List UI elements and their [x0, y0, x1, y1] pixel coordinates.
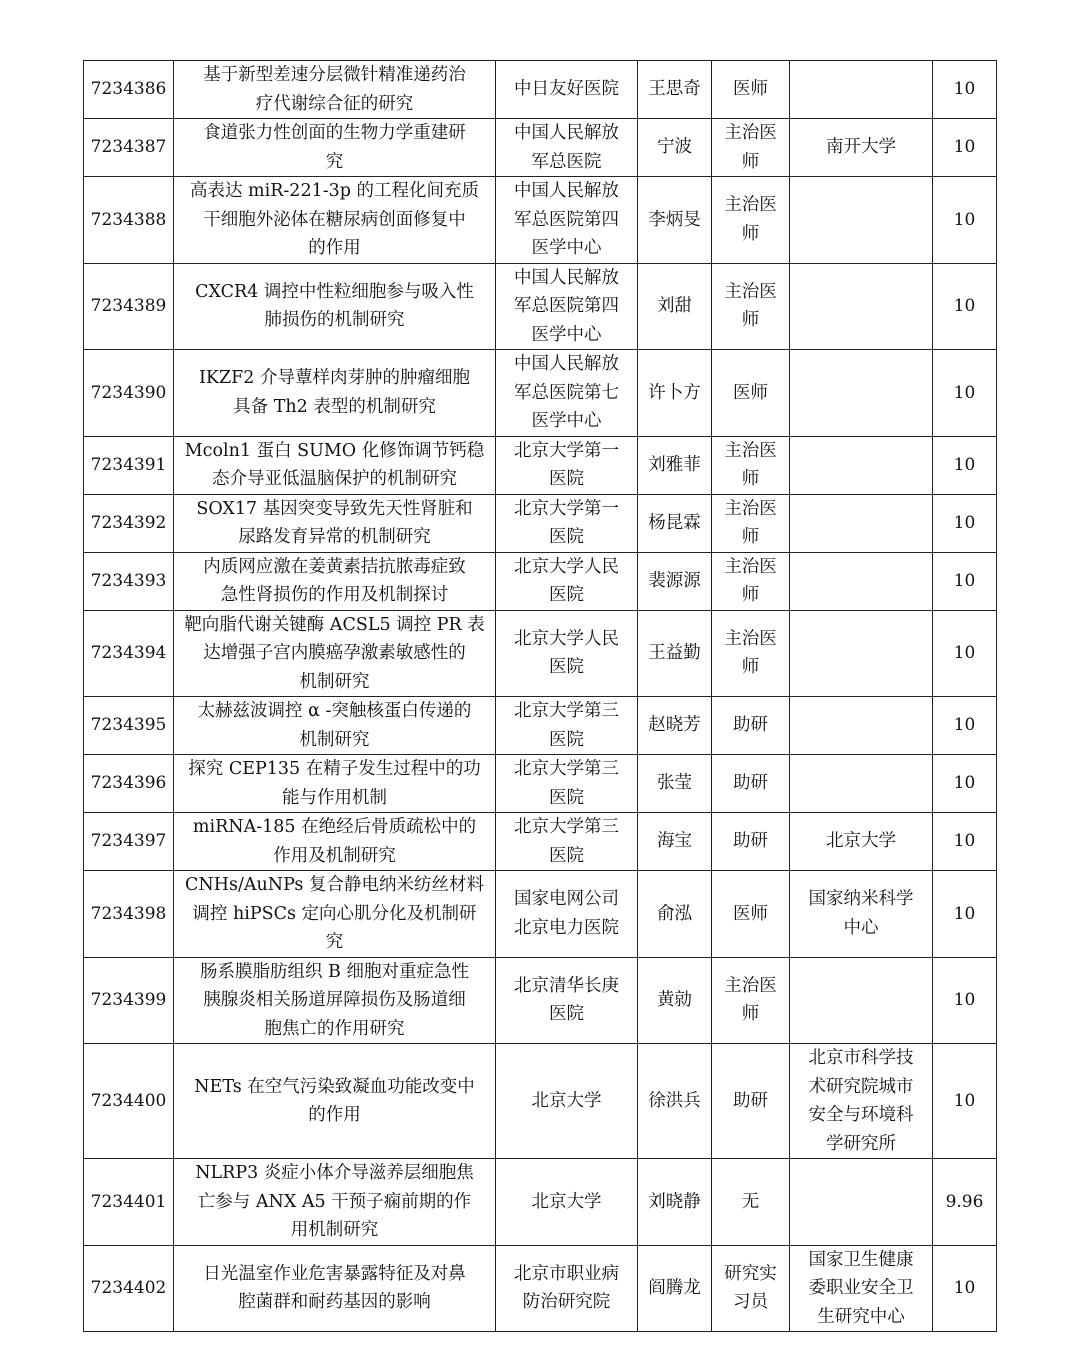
partner-cell	[790, 263, 933, 350]
funding-text: 10	[953, 296, 976, 316]
partner-line: 南开大学	[826, 137, 896, 158]
project-id-cell	[84, 61, 174, 119]
position-line: 师	[741, 585, 760, 605]
institution-line: 中日友好医院	[514, 79, 619, 100]
project-id-cell	[84, 1159, 174, 1246]
position-cell	[712, 1044, 790, 1159]
project-id-text: 7234398	[90, 903, 167, 924]
funding-cell	[933, 1245, 997, 1332]
funding-cell	[933, 177, 997, 264]
institution-line: 医学中心	[531, 411, 602, 431]
partner-cell	[790, 871, 933, 958]
applicant-name-cell	[638, 552, 712, 610]
institution-line: 医学中心	[531, 324, 602, 345]
table-row	[84, 61, 997, 119]
funding-text: 10	[953, 903, 976, 924]
applicant-name-cell	[638, 177, 712, 264]
applicant-name-text: 张莹	[657, 773, 692, 794]
project-title-cell	[174, 957, 496, 1044]
institution-line: 北京市职业病	[514, 1263, 619, 1284]
applicant-name-cell	[638, 755, 712, 813]
partner-line: 生研究中心	[817, 1306, 905, 1327]
table-row	[84, 1044, 997, 1159]
funding-cell	[933, 350, 997, 437]
project-title-line: 探究 CEP135 在精子发生过程中的功	[188, 759, 481, 779]
institution-cell	[496, 755, 638, 813]
funding-text: 10	[953, 209, 976, 230]
position-line: 助研	[733, 1090, 768, 1111]
institution-line: 北京大学第三	[514, 701, 619, 721]
project-title-line: 胰腺炎相关肠道屏障损伤及肠道细	[203, 990, 466, 1010]
funding-cell	[933, 119, 997, 177]
project-title-line: 高表达 miR-221-3p 的工程化间充质	[189, 181, 480, 201]
applicant-name-text: 王思奇	[648, 79, 701, 100]
applicant-name-text: 黄勍	[657, 990, 692, 1010]
position-cell	[712, 813, 790, 871]
project-id-text: 7234391	[90, 454, 167, 475]
institution-line: 北京大学第三	[514, 817, 619, 837]
institution-cell	[496, 552, 638, 610]
applicant-name-cell	[638, 813, 712, 871]
institution-line: 医院	[549, 845, 584, 866]
funding-cell	[933, 494, 997, 552]
position-line: 师	[741, 657, 760, 678]
institution-cell	[496, 1159, 638, 1246]
partner-cell	[790, 552, 933, 610]
funding-text: 10	[953, 715, 976, 736]
partner-cell	[790, 957, 933, 1044]
table-row	[84, 1159, 997, 1246]
position-line: 主治医	[724, 195, 777, 216]
table-row	[84, 119, 997, 177]
project-title-line: 究	[325, 151, 344, 172]
project-title-line: 的作用	[308, 1105, 361, 1125]
funding-text: 9.96	[945, 1191, 984, 1212]
funding-cell	[933, 755, 997, 813]
partner-line: 国家卫生健康	[808, 1249, 914, 1270]
project-id-cell	[84, 552, 174, 610]
project-id-cell	[84, 871, 174, 958]
table-row	[84, 436, 997, 494]
project-title-line: 用机制研究	[290, 1220, 379, 1240]
partner-line: 国家纳米科学	[808, 889, 914, 910]
table-row	[84, 494, 997, 552]
project-id-text: 7234393	[90, 570, 167, 591]
applicant-name-text: 杨昆霖	[648, 512, 701, 533]
institution-cell	[496, 813, 638, 871]
institution-line: 军总医院	[531, 151, 602, 172]
applicant-name-text: 徐洪兵	[648, 1090, 701, 1111]
position-line: 主治医	[724, 628, 777, 649]
project-title-line: CXCR4 调控中性粒细胞参与吸入性	[195, 281, 474, 302]
funding-text: 10	[953, 1278, 976, 1298]
project-title-line: 肺损伤的机制研究	[264, 310, 405, 331]
project-title-cell	[174, 350, 496, 437]
project-title-cell	[174, 755, 496, 813]
project-title-cell	[174, 1245, 496, 1332]
position-line: 习员	[733, 1292, 768, 1313]
project-title-line: 能与作用机制	[282, 787, 387, 808]
project-id-text: 7234386	[90, 79, 167, 100]
funding-cell	[933, 436, 997, 494]
funding-cell	[933, 1044, 997, 1159]
position-line: 助研	[733, 715, 768, 736]
position-line: 无	[741, 1191, 760, 1212]
project-title-line: 尿路发育异常的机制研究	[238, 527, 431, 547]
institution-line: 北京大学第三	[514, 759, 619, 779]
position-line: 医师	[733, 79, 768, 100]
institution-line: 医院	[549, 469, 584, 489]
project-title-line: 疗代谢综合征的研究	[255, 93, 414, 114]
applicant-name-cell	[638, 119, 712, 177]
position-line: 医师	[733, 382, 768, 403]
project-title-line: 靶向脂代谢关键酶 ACSL5 调控 PR 表	[184, 614, 485, 635]
position-cell	[712, 755, 790, 813]
project-title-cell	[174, 697, 496, 755]
project-title-line: 食道张力性创面的生物力学重建研	[203, 123, 466, 143]
project-id-text: 7234395	[90, 715, 167, 736]
applicant-name-text: 赵晓芳	[648, 715, 701, 736]
project-title-line: miRNA-185 在绝经后骨质疏松中的	[192, 817, 477, 837]
project-id-cell	[84, 813, 174, 871]
institution-line: 医院	[549, 729, 584, 750]
partner-cell	[790, 1044, 933, 1159]
position-line: 助研	[733, 773, 768, 794]
institution-line: 北京电力医院	[514, 917, 619, 938]
position-cell	[712, 552, 790, 610]
project-title-line: NLRP3 炎症小体介导滋养层细胞焦	[195, 1163, 474, 1183]
institution-line: 北京大学	[531, 1191, 602, 1212]
partner-cell	[790, 1159, 933, 1246]
project-title-line: 胞焦亡的作用研究	[264, 1018, 405, 1039]
position-line: 师	[741, 151, 760, 172]
institution-line: 防治研究院	[522, 1292, 611, 1313]
institution-cell	[496, 697, 638, 755]
project-title-cell	[174, 1159, 496, 1246]
institution-line: 军总医院第四	[514, 209, 619, 230]
project-id-cell	[84, 494, 174, 552]
project-title-cell	[174, 552, 496, 610]
institution-cell	[496, 1044, 638, 1159]
institution-cell	[496, 871, 638, 958]
project-title-cell	[174, 610, 496, 697]
applicant-name-cell	[638, 957, 712, 1044]
project-title-line: 调控 hiPSCs 定向心肌分化及机制研	[192, 903, 477, 924]
applicant-name-text: 俞泓	[657, 903, 692, 924]
position-line: 师	[741, 469, 760, 489]
project-title-line: Mcoln1 蛋白 SUMO 化修饰调节钙稳	[184, 440, 485, 461]
partner-cell	[790, 610, 933, 697]
project-title-cell	[174, 871, 496, 958]
applicant-name-text: 海宝	[657, 831, 692, 852]
partner-cell	[790, 755, 933, 813]
partner-cell	[790, 350, 933, 437]
institution-line: 北京大学第一	[514, 440, 619, 461]
institution-line: 北京大学第一	[514, 498, 619, 519]
institution-cell	[496, 177, 638, 264]
applicant-name-cell	[638, 1159, 712, 1246]
applicant-name-text: 刘雅菲	[648, 454, 701, 475]
project-id-text: 7234390	[90, 382, 167, 403]
applicant-name-cell	[638, 494, 712, 552]
institution-cell	[496, 436, 638, 494]
project-id-text: 7234392	[90, 512, 167, 533]
institution-line: 北京大学人民	[514, 628, 619, 649]
partner-cell	[790, 494, 933, 552]
applicant-name-cell	[638, 436, 712, 494]
project-id-text: 7234388	[90, 209, 167, 230]
project-title-line: CNHs/AuNPs 复合静电纳米纺丝材料	[185, 875, 484, 895]
project-title-line: 肠系膜脂肪组织 B 细胞对重症急性	[200, 961, 469, 982]
funding-text: 10	[953, 137, 976, 158]
table-row	[84, 1245, 997, 1332]
applicant-name-cell	[638, 610, 712, 697]
project-title-cell	[174, 1044, 496, 1159]
project-table	[83, 60, 997, 1332]
project-title-line: 达增强子宫内膜癌孕激素敏感性的	[203, 643, 466, 663]
project-id-cell	[84, 755, 174, 813]
funding-cell	[933, 957, 997, 1044]
institution-line: 国家电网公司	[514, 889, 619, 910]
project-title-line: 态介导亚低温脑保护的机制研究	[212, 469, 457, 489]
funding-text: 10	[953, 570, 976, 591]
funding-cell	[933, 813, 997, 871]
position-line: 研究实	[724, 1263, 777, 1284]
partner-line: 安全与环境科	[808, 1105, 914, 1125]
applicant-name-cell	[638, 350, 712, 437]
project-title-line: 具备 Th2 表型的机制研究	[233, 396, 436, 417]
position-cell	[712, 436, 790, 494]
project-title-line: 内质网应激在姜黄素拮抗脓毒症致	[203, 556, 466, 577]
applicant-name-text: 阎腾龙	[648, 1278, 701, 1298]
table-row	[84, 552, 997, 610]
position-cell	[712, 61, 790, 119]
position-line: 医师	[733, 903, 768, 924]
project-title-line: 机制研究	[299, 671, 370, 692]
project-id-cell	[84, 350, 174, 437]
institution-cell	[496, 61, 638, 119]
table-row	[84, 263, 997, 350]
partner-line: 术研究院城市	[808, 1076, 914, 1097]
project-title-cell	[174, 436, 496, 494]
project-id-cell	[84, 697, 174, 755]
position-line: 主治医	[724, 281, 777, 302]
project-title-cell	[174, 813, 496, 871]
funding-text: 10	[953, 79, 976, 100]
applicant-name-text: 刘甜	[657, 296, 692, 316]
funding-cell	[933, 1159, 997, 1246]
institution-line: 中国人民解放	[514, 181, 619, 201]
project-id-cell	[84, 263, 174, 350]
project-title-line: 究	[325, 932, 344, 952]
institution-line: 军总医院第四	[514, 296, 619, 316]
project-id-text: 7234399	[90, 990, 167, 1010]
institution-cell	[496, 350, 638, 437]
project-title-line: SOX17 基因突变导致先天性肾脏和	[196, 498, 473, 519]
position-cell	[712, 177, 790, 264]
funding-cell	[933, 697, 997, 755]
project-title-line: NETs 在空气污染致凝血功能改变中	[194, 1076, 475, 1097]
project-title-line: 机制研究	[299, 729, 370, 750]
position-line: 师	[741, 310, 760, 331]
partner-cell	[790, 61, 933, 119]
project-title-line: 日光温室作业危害暴露特征及对鼻	[203, 1263, 466, 1284]
institution-cell	[496, 610, 638, 697]
project-id-cell	[84, 436, 174, 494]
project-title-line: 干细胞外泌体在糖尿病创面修复中	[203, 209, 466, 230]
partner-cell	[790, 1245, 933, 1332]
position-cell	[712, 350, 790, 437]
project-title-cell	[174, 494, 496, 552]
position-cell	[712, 957, 790, 1044]
project-title-line: IKZF2 介导蕈样肉芽肿的肿瘤细胞	[199, 368, 470, 389]
project-title-line: 作用及机制研究	[273, 845, 396, 866]
institution-line: 医院	[549, 1004, 584, 1025]
institution-line: 医院	[549, 585, 584, 605]
applicant-name-cell	[638, 1044, 712, 1159]
institution-cell	[496, 494, 638, 552]
applicant-name-cell	[638, 697, 712, 755]
institution-line: 医院	[549, 657, 584, 678]
project-title-line: 腔菌群和耐药基因的影响	[238, 1292, 431, 1313]
funding-text: 10	[953, 1090, 976, 1111]
funding-text: 10	[953, 643, 976, 663]
funding-text: 10	[953, 454, 976, 475]
position-line: 主治医	[724, 975, 777, 996]
position-cell	[712, 263, 790, 350]
table-row	[84, 957, 997, 1044]
position-line: 师	[741, 1004, 760, 1025]
position-cell	[712, 697, 790, 755]
applicant-name-cell	[638, 263, 712, 350]
applicant-name-cell	[638, 871, 712, 958]
funding-text: 10	[953, 831, 976, 852]
partner-line: 中心	[843, 917, 879, 938]
institution-line: 医院	[549, 527, 584, 547]
institution-cell	[496, 119, 638, 177]
partner-cell	[790, 436, 933, 494]
project-title-cell	[174, 263, 496, 350]
institution-cell	[496, 263, 638, 350]
position-line: 主治医	[724, 556, 777, 577]
project-id-cell	[84, 119, 174, 177]
project-id-text: 7234387	[90, 137, 167, 158]
funding-text: 10	[953, 512, 976, 533]
applicant-name-cell	[638, 61, 712, 119]
partner-cell	[790, 813, 933, 871]
position-line: 主治医	[724, 440, 777, 461]
project-title-cell	[174, 61, 496, 119]
institution-line: 医院	[549, 787, 584, 808]
project-id-text: 7234394	[90, 643, 167, 663]
position-line: 师	[741, 223, 760, 244]
applicant-name-text: 宁波	[657, 137, 692, 158]
table-row	[84, 610, 997, 697]
applicant-name-text: 李炳旻	[648, 209, 701, 230]
position-line: 主治医	[724, 123, 777, 143]
applicant-name-text: 刘晓静	[648, 1191, 701, 1212]
applicant-name-text: 许卜方	[648, 382, 701, 403]
table-row	[84, 871, 997, 958]
project-id-text: 7234402	[90, 1278, 167, 1298]
table-row	[84, 813, 997, 871]
funding-cell	[933, 871, 997, 958]
position-cell	[712, 610, 790, 697]
project-title-line: 基于新型差速分层微针精准递药治	[203, 65, 466, 85]
funding-text: 10	[953, 773, 976, 794]
project-id-text: 7234400	[90, 1090, 167, 1111]
project-title-line: 的作用	[308, 238, 361, 258]
institution-line: 中国人民解放	[514, 354, 619, 374]
funding-cell	[933, 61, 997, 119]
position-cell	[712, 871, 790, 958]
project-id-text: 7234389	[90, 296, 167, 316]
funding-cell	[933, 552, 997, 610]
project-title-cell	[174, 119, 496, 177]
institution-line: 北京大学	[531, 1090, 602, 1111]
project-title-line: 急性肾损伤的作用及机制探讨	[220, 585, 449, 605]
project-title-line: 亡参与 ANX A5 干预子痫前期的作	[197, 1191, 472, 1212]
position-cell	[712, 119, 790, 177]
project-title-cell	[174, 177, 496, 264]
partner-line: 北京市科学技	[808, 1048, 914, 1068]
table-row	[84, 755, 997, 813]
applicant-name-cell	[638, 1245, 712, 1332]
project-id-cell	[84, 610, 174, 697]
project-id-text: 7234396	[90, 773, 167, 794]
position-cell	[712, 1159, 790, 1246]
partner-cell	[790, 119, 933, 177]
institution-line: 北京清华长庚	[514, 975, 619, 996]
project-id-cell	[84, 957, 174, 1044]
project-id-text: 7234397	[90, 831, 167, 852]
funding-text: 10	[953, 382, 976, 403]
applicant-name-text: 裴源源	[648, 570, 701, 591]
funding-text: 10	[953, 990, 976, 1010]
partner-cell	[790, 177, 933, 264]
institution-line: 中国人民解放	[514, 267, 619, 288]
project-id-cell	[84, 1245, 174, 1332]
institution-cell	[496, 1245, 638, 1332]
partner-cell	[790, 697, 933, 755]
project-id-cell	[84, 1044, 174, 1159]
funding-cell	[933, 610, 997, 697]
table-row	[84, 350, 997, 437]
institution-line: 医学中心	[531, 238, 602, 258]
position-line: 主治医	[724, 498, 777, 519]
position-line: 师	[741, 527, 760, 547]
partner-line: 学研究所	[826, 1133, 896, 1154]
position-cell	[712, 494, 790, 552]
position-cell	[712, 1245, 790, 1332]
institution-line: 中国人民解放	[514, 123, 619, 143]
project-id-cell	[84, 177, 174, 264]
position-line: 助研	[733, 831, 768, 852]
institution-line: 北京大学人民	[514, 556, 619, 577]
table-row	[84, 697, 997, 755]
partner-line: 委职业安全卫	[808, 1278, 914, 1298]
table-row	[84, 177, 997, 264]
applicant-name-text: 王益勤	[648, 643, 701, 663]
partner-line: 北京大学	[826, 831, 896, 852]
institution-cell	[496, 957, 638, 1044]
funding-cell	[933, 263, 997, 350]
project-title-line: 太赫兹波调控 α -突触核蛋白传递的	[197, 701, 472, 721]
institution-line: 军总医院第七	[514, 382, 619, 403]
project-id-text: 7234401	[90, 1191, 167, 1212]
